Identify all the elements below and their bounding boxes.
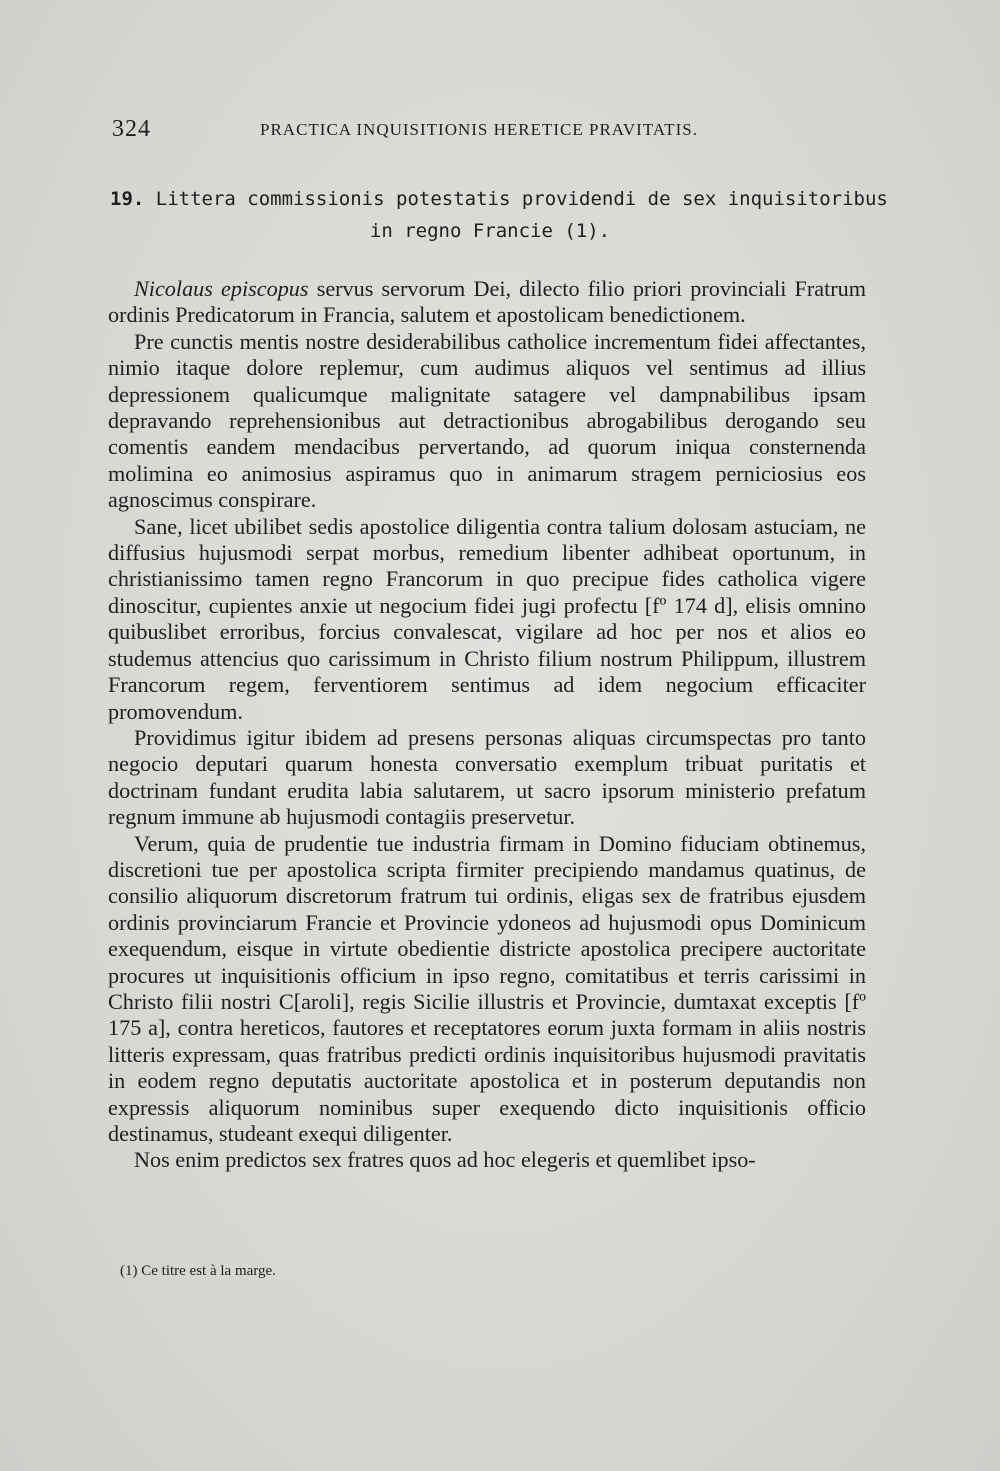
body-text <box>108 276 866 1174</box>
salutation-text: servus servorum Dei, dilecto filio priori provinciali Fratrum ordinis Predicatorum in Francia, salutem et apostolicam benedictionem. <box>108 276 866 328</box>
page-number: 324 <box>112 116 151 142</box>
heading-number: 19. <box>110 188 145 210</box>
heading-text-1: Littera commissionis potestatis providendi de sex inquisitoribus <box>155 188 888 210</box>
footnote: (1) Ce titre est à la marge. <box>120 1263 276 1279</box>
paragraph-5: Verum, quia de prudentie tue industria firmam in Domino fiduciam obtinemus, discretioni tue per apostolica scripta firmiter precipiendo mandamus quatinus, de consilio aliquorum discretorum fratrum tui ordinis, eligas sex de fratribus ejusdem ordinis provinciarum Francie et Provincie ydoneos ad hujusmodi opus Dominicum exequendum, eisque in virtute obedientie districte apostolica precipere auctoritate procures ut inquisitionis officium in ipso regno, comitatibus et terris carissimi in Christo filii nostri C[aroli], regis Sicilie illustris et Provincie, dumtaxat exceptis [fº 175 a], contra hereticos, fautores et receptatores eorum juxta formam in aliis nostris litteris expressam, quas fratribus predicti ordinis inquisitoribus hujusmodi pravitatis in eodem regno deputatis auctoritate apostolica et in posterum deputandis non expressis aliquorum nominibus super exequendo dicto inquisitionis officio destinamus, studeant exequi diligenter. <box>108 830 866 1146</box>
document-heading <box>110 183 888 247</box>
paragraph-4: Providimus igitur ibidem ad presens personas aliquas circumspectas pro tanto negocio deputari quarum honesta conversatio exemplum tribuat puritatis et doctrinam fundant erudita labia salutarem, ut sacro ipsorum ministerio prefatum regnum immune ab hujusmodi contagiis preservetur. <box>108 724 866 830</box>
paragraph-3: Sane, licet ubilibet sedis apostolice diligentia contra talium dolosam astuciam, ne diffusius hujusmodi serpat morbus, remedium libenter adhibeat oportunum, in christianissimo tamen regno Francorum in quo precipue fides catholica vigere dinoscitur, cupientes anxie ut negocium fidei jugi profectu [fº 174 d], elisis omnino quibuslibet erroribus, forcius convalescat, vigilare ad hoc per nos et alios eo studemus attencius quo carissimum in Christo filium nostrum Philippum, illustrem Francorum regem, ferventiorem sentimus ad idem negocium efficaciter promovendum. <box>108 513 866 724</box>
paragraph-salutation <box>108 276 866 329</box>
heading-line-2: in regno Francie (1). <box>369 220 611 242</box>
paragraph-6: Nos enim predictos sex fratres quos ad hoc elegeris et quemlibet ipso- <box>134 1147 756 1173</box>
paragraph-2: Pre cunctis mentis nostre desiderabilibus catholice incrementum fidei affectantes, nimio itaque dolore replemur, cum audimus aliquos vel sentimus ad illius depressionem qualicumque malignitate satagere vel dampnabilibus ipsam depravando reprehensionibus aut detractionibus abrogabilibus derogando seu comentis eandem mendacibus pervertando, ad quorum iniqua consternenda molimina eo animosius aspiramus quo in animarum stragem perniciosius eos agnoscimus conspirare. <box>108 328 866 513</box>
running-title: PRACTICA INQUISITIONIS HERETICE PRAVITATIS. <box>260 120 699 139</box>
heading-line-1 <box>110 183 888 215</box>
sender-name: Nicolaus episcopus <box>134 276 309 301</box>
running-head <box>112 116 872 144</box>
